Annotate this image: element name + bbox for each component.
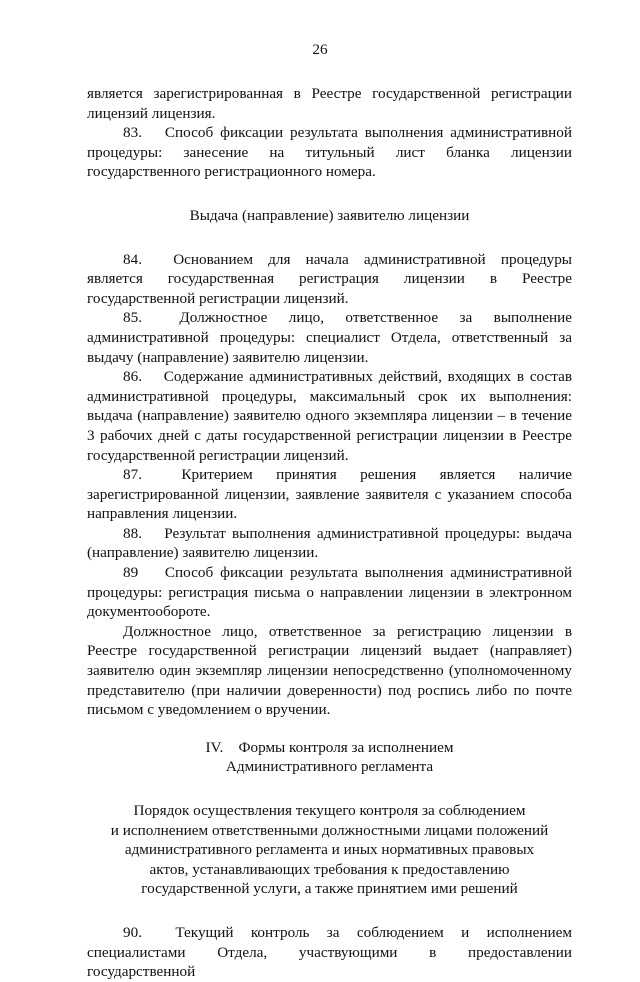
item-number: 87. (123, 466, 142, 484)
paragraph-text: Должностное лицо, ответственное за выполнение административной процедуры: специалист Отдела, ответственный за выдачу (направление) заявителю лицензии. (87, 309, 572, 366)
chapter-heading-line-1: IV. Формы контроля за исполнением (205, 738, 454, 756)
paragraph-text: Критерием принятия решения является наличие зарегистрированной лицензии, заявление заявителя с указанием способа направления лицензии. (87, 466, 572, 523)
item-number: 83. (123, 124, 142, 142)
paragraph-text: государственного регистрационного номера. (87, 163, 376, 181)
paragraph-89-continued: Должностное лицо, ответственное за регистрацию лицензии в Реестре государственной регистрации лицензий выдает (направляет) заявителю один экземпляр лицензии непосредственно (уполномоченному представителю (при наличии доверенности) под роспись либо по почте письмом с уведомлением о вручении. (87, 622, 572, 719)
item-number: 89 (123, 564, 139, 582)
chapter-heading-line-2: Административного регламента (225, 758, 434, 776)
subsection-heading-line-1: Порядок осуществления текущего контроля за соблюдением (133, 802, 526, 819)
paragraph-90 (87, 923, 572, 982)
item-number: 90. (123, 923, 142, 941)
paragraph-84 (87, 250, 572, 309)
section-heading-issue: Выдача (направление) заявителю лицензии (189, 206, 470, 224)
paragraph-text: Способ фиксации результата выполнения административной процедуры: регистрация письма о направлении лицензии в электронном документообороте. (87, 564, 573, 621)
item-number: 84. (123, 250, 142, 268)
subsection-heading-line-3: административного регламента и иных нормативных правовых (124, 841, 535, 859)
subsection-heading-line-5: государственной услуги, а также принятием ими решений (141, 880, 518, 898)
paragraph-text: Результат выполнения административной процедуры: выдача (направление) заявителю лицензии. (87, 524, 572, 562)
page-number: 26 (312, 41, 328, 58)
paragraph-86 (87, 367, 572, 465)
item-number: 86. (123, 368, 142, 386)
paragraph-89 (87, 563, 572, 622)
paragraph-88 (87, 524, 572, 563)
paragraph-text: Способ фиксации результата выполнения административной процедуры: занесение на титульный лист бланка лицензии (87, 124, 573, 161)
page-content (87, 84, 572, 982)
paragraph-85 (87, 308, 572, 367)
paragraph-83 (87, 123, 572, 182)
item-number: 88. (123, 524, 142, 542)
paragraph-text: Текущий контроль за соблюдением и исполнением специалистами Отдела, участвующими в предоставлении государственной (87, 923, 573, 981)
paragraph-text: Основанием для начала административной процедуры является государственная регистрация лицензии в Реестре государственной регистрации лицензий. (87, 250, 572, 307)
paragraph-text: Содержание административных действий, входящих в состав административной процедуры, максимальный срок их выполнения: выдача (направление) заявителю одного экземпляра лицензии – в течение 3 рабочих дней с даты государственной регистрации лицензии в Реестре государственной регистрации лицензий. (87, 368, 573, 464)
item-number: 85. (123, 309, 142, 327)
subsection-heading-line-4: актов, устанавливающих требования к предоставлению (149, 860, 510, 878)
paragraph-87 (87, 465, 572, 524)
paragraph-continuation: является зарегистрированная в Реестре государственной регистрации лицензий лицензия. (87, 85, 572, 122)
subsection-heading-line-2: и исполнением ответственными должностными лицами положений (110, 821, 549, 839)
